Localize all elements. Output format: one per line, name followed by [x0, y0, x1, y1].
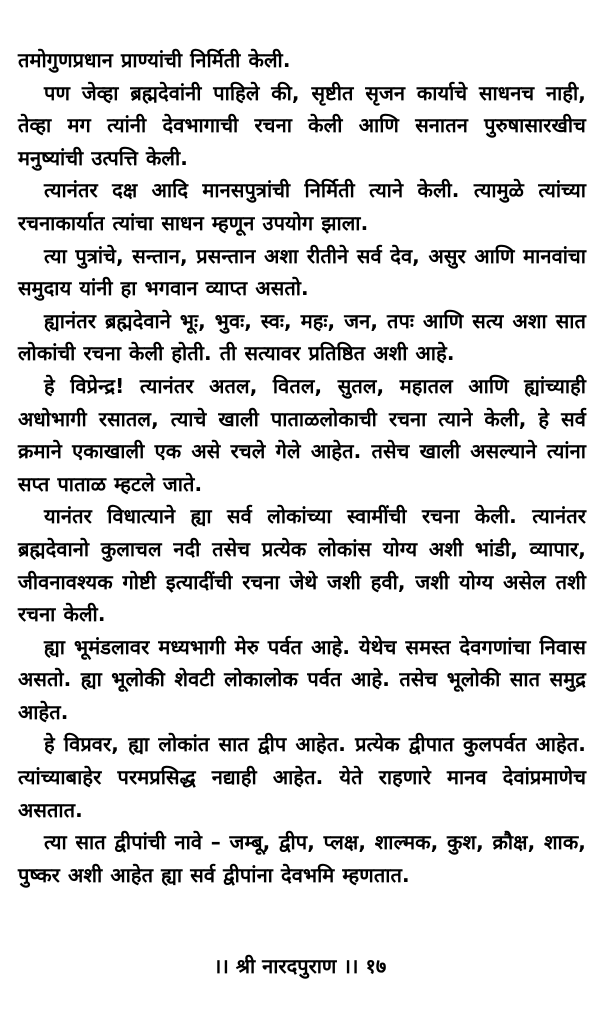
paragraph-9: हे विप्रवर, ह्या लोकांत सात द्वीप आहेत. प्रत्येक द्वीपात कुलपर्वत आहेत. त्यांच्याबाहेर परमप्रसिद्ध नद्याही आहेत. येते राहणारे मानव देवांप्रमाणेच असतात. — [18, 732, 586, 822]
paragraph-6: हे विप्रेन्द्र! त्यानंतर अतल, वितल, सुतल, महातल आणि ह्यांच्याही अधोभागी रसातल, त्याचे खाली पाताळलोकाची रचना त्याने केली, हे सर्व क्रमाने एकाखाली एक असे रचले गेले आहेत. तसेच खाली असल्याने त्यांना सप्त पाताळ म्हटले जाते. — [18, 373, 586, 496]
paragraph-3: त्यानंतर दक्ष आदि मानसपुत्रांची निर्मिती त्याने केली. त्यामुळे त्यांच्या रचनाकार्यात त्यांचा साधन म्हणून उपयोग झाला. — [18, 178, 586, 235]
paragraph-10: त्या सात द्वीपांची नावे – जम्बू, द्वीप, प्लक्ष, शाल्मक, कुश, क्रौक्ष, शाक, पुष्कर अशी आहेत ह्या सर्व द्वीपांना देवभमि म्हणतात. — [18, 830, 586, 887]
paragraph-7: यानंतर विधात्याने ह्या सर्व लोकांच्या स्वामींची रचना केली. त्यानंतर ब्रह्मदेवानो कुलाचल नदी तसेच प्रत्येक लोकांस योग्य अशी भांडी, व्यापार, जीवनावश्यक गोष्टी इत्यादींची रचना जेथे जशी हवी, जशी योग्य असेल तशी रचना केली. — [18, 504, 586, 627]
body-text — [18, 44, 586, 891]
paragraph-2: पण जेव्हा ब्रह्मदेवांनी पाहिले की, सृष्टीत सृजन कार्याचे साधनच नाही, तेव्हा मग त्यांनी देवभागाची रचना केली आणि सनातन पुरुषासारखीच मनुष्यांची उत्पत्ति केली. — [18, 80, 586, 170]
page-footer: ।। श्री नारदपुराण ।। १७ — [213, 954, 387, 978]
paragraph-4: त्या पुत्रांचे, सन्तान, प्रसन्तान अशा रीतीने सर्व देव, असुर आणि मानवांचा समुदाय यांनी हा भगवान व्याप्त असतो. — [18, 243, 586, 301]
paragraph-5: ह्यानंतर ब्रह्मदेवाने भूः, भुवः, स्वः, महः, जन, तपः आणि सत्य अशा सात लोकांची रचना केली होती. ती सत्यावर प्रतिष्ठित अशी आहे. — [18, 308, 586, 366]
paragraph-8: ह्या भूमंडलावर मध्यभागी मेरु पर्वत आहे. येथेच समस्त देवगणांचा निवास असतो. ह्या भूलोकी शेवटी लोकालोक पर्वत आहे. तसेच भूलोकी सात समुद्र आहेत. — [18, 634, 586, 724]
paragraph-1: तमोगुणप्रधान प्राण्यांची निर्मिती केली. — [18, 48, 291, 72]
